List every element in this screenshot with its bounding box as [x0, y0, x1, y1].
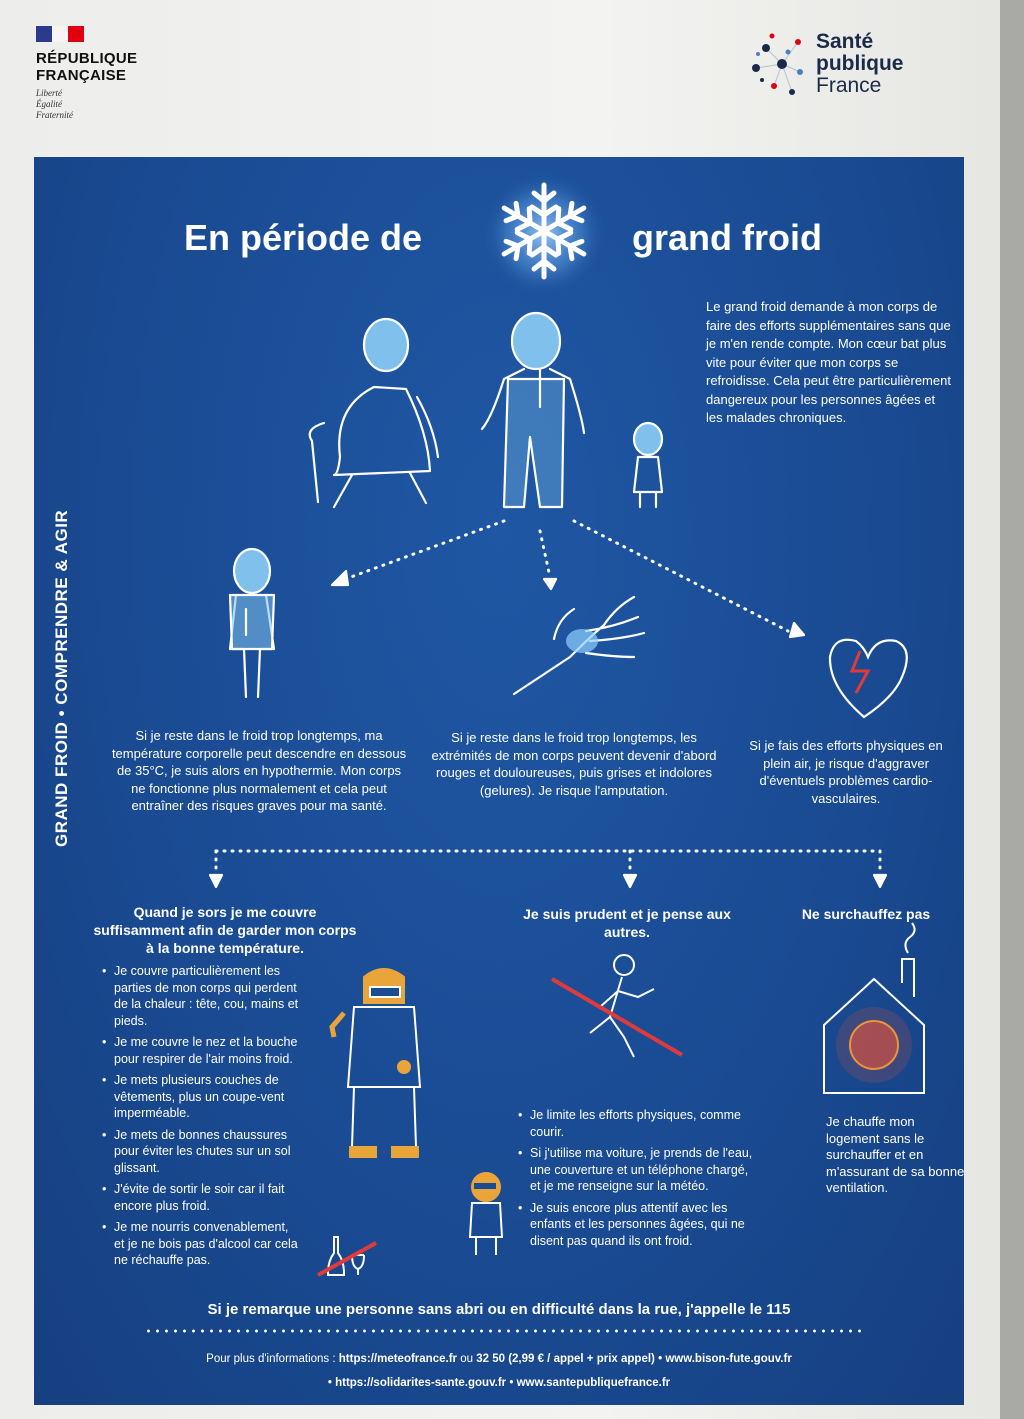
rf-line-2: FRANÇAISE	[36, 67, 127, 84]
info-label: Pour plus d'informations :	[206, 1353, 336, 1365]
phone-note: (2,99 € / appel + prix appel)	[508, 1353, 655, 1365]
risk-cardio-text: Si je fais des efforts physiques en plein air, je risque d'aggraver d'éventuels problèmes cardio-vasculaires.	[749, 738, 943, 806]
footer-info: Pour plus d'informations : https://meteofrance.fr ou 32 50 (2,99 € / appel + prix appel) • www.bison-fute.gouv.fr • https://solidarites-sante.gouv.fr • www.santepubliquefrance.fr	[206, 1353, 792, 1389]
poster	[34, 157, 964, 1405]
list-item: • Je me nourris convenablement, et je ne bois pas d'alcool car cela ne réchauffe pas.	[102, 1219, 302, 1269]
list-item: • Je me couvre le nez et la bouche pour respirer de l'air moins froid.	[102, 1034, 302, 1067]
hypothermia-figure	[230, 549, 274, 697]
title-left: En période de	[184, 217, 423, 258]
sante-publique-france-logo	[748, 28, 904, 100]
link-bison-fute[interactable]: www.bison-fute.gouv.fr	[665, 1353, 792, 1365]
man-figure	[482, 313, 584, 507]
list-item: • Je mets plusieurs couches de vêtements, plus un coupe-vent imperméable.	[102, 1072, 302, 1122]
spf-network-icon	[748, 28, 810, 100]
heart-broken-icon	[830, 640, 907, 717]
background-edge	[1000, 0, 1024, 1419]
footer-divider	[144, 1329, 864, 1333]
rf-line-1: RÉPUBLIQUE	[36, 50, 138, 67]
spf-line-2: publique	[816, 52, 904, 75]
link-meteofrance[interactable]: https://meteofrance.fr	[338, 1353, 457, 1365]
section3-heading: Ne surchauffez pas	[801, 906, 931, 922]
motto-fraternite: Fraternité	[36, 110, 73, 120]
section3-text: Je chauffe mon logement sans le surchauffer et en m'assurant de sa bonne ventilation.	[826, 1114, 965, 1195]
section1-list	[102, 963, 302, 1274]
or-text: ou	[460, 1353, 473, 1365]
link-solidarites-sante[interactable]: https://solidarites-sante.gouv.fr	[335, 1377, 507, 1389]
risk-hypothermia-text: Si je reste dans le froid trop longtemps, ma température corporelle peut descendre en dessous de 35°C, je suis alors en hypothermie. Mon corps ne fonctionne plus normalement et cela peut entraîner des risques graves pour ma santé.	[111, 728, 407, 813]
spf-line-3: France	[816, 74, 882, 97]
risk-frostbite-text: Si je reste dans le froid trop longtemps, les extrémités de mon corps peuvent devenir d'abord rouges et douloureuses, puis grises et indolores (gelures). Je risque l'amputation.	[431, 730, 717, 798]
list-item: • Je limite les efforts physiques, comme courir.	[518, 1107, 758, 1140]
motto-liberte: Liberté	[36, 88, 62, 98]
republique-francaise-logo	[36, 26, 137, 121]
frozen-hand-figure	[514, 597, 644, 694]
elderly-woman-figure	[310, 319, 438, 507]
list-item: • Je mets de bonnes chaussures pour éviter les chutes sur un sol glissant.	[102, 1127, 302, 1177]
spf-line-1: Santé	[816, 30, 874, 53]
motto-egalite: Égalité	[36, 99, 62, 109]
list-item: • Si j'utilise ma voiture, je prends de l'eau, une couverture et un téléphone chargé, et je me renseigne sur la météo.	[518, 1145, 758, 1195]
section2-list	[518, 1107, 758, 1254]
runner-figure	[552, 955, 682, 1057]
title-right: grand froid	[632, 217, 822, 258]
list-item: • Je couvre particulièrement les parties de mon corps qui perdent de la chaleur : tête, cou, mains et pieds.	[102, 963, 302, 1029]
intro-text: Le grand froid demande à mon corps de faire des efforts supplémentaires sans que je m'en rende compte. Mon cœur bat plus vite pour éviter que mon corps se refroidisse. Cela peut être particulièrement dangereux pour les personnes âgées et les malades chroniques.	[706, 299, 951, 425]
child-figure	[634, 423, 662, 507]
bundled-person-figure	[332, 969, 420, 1157]
list-item: • J'évite de sortir le soir car il fait encore plus froid.	[102, 1181, 302, 1214]
phone-number: 32 50	[476, 1353, 505, 1365]
marianne-flag-icon	[36, 26, 84, 42]
bundled-child-figure	[470, 1173, 502, 1255]
side-title: GRAND FROID • COMPRENDRE & AGIR	[52, 509, 71, 847]
link-santepubliquefrance[interactable]: www.santepubliquefrance.fr	[516, 1377, 671, 1389]
house-heat-icon	[824, 923, 924, 1093]
section2-heading: Je suis prudent et je pense aux autres.	[523, 906, 731, 940]
footer-alert: Si je remarque une personne sans abri ou en difficulté dans la rue, j'appelle le 115	[207, 1301, 791, 1318]
list-item: • Je suis encore plus attentif avec les enfants et les personnes âgées, qui ne disent pas quand ils ont froid.	[518, 1200, 758, 1250]
no-alcohol-icon	[318, 1237, 376, 1275]
section1-heading: Quand je sors je me couvre suffisamment afin de garder mon corps à la bonne température.	[93, 904, 357, 956]
